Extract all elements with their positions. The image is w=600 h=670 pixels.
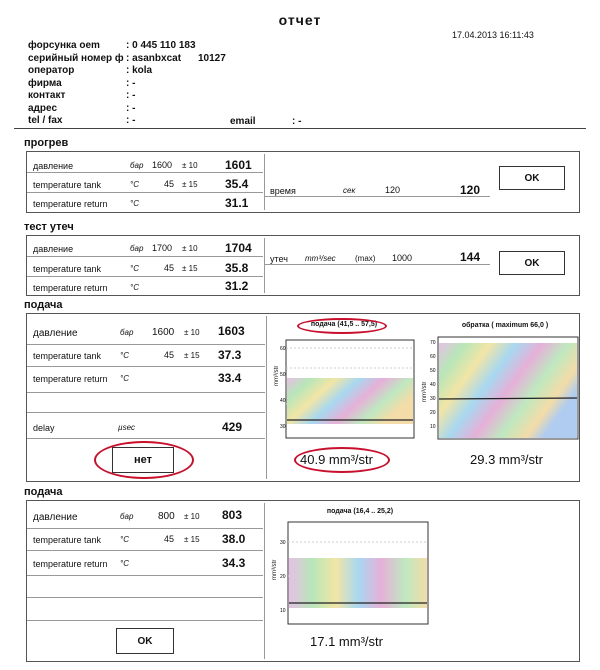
chart2-tick: 30 xyxy=(430,396,436,402)
feed2-temp-return-unit: °C xyxy=(120,559,129,568)
feed1-temp-tank-tol: ± 15 xyxy=(184,351,200,360)
header-label: форсунка oem xyxy=(28,40,100,51)
chart3-ylabel: mm³/str xyxy=(272,559,278,580)
feed2-ok-button[interactable]: OK xyxy=(116,628,174,654)
chart3-tick: 20 xyxy=(280,574,286,580)
chart2-result: 29.3 mm³/str xyxy=(470,452,543,467)
preheat-time-nominal: 120 xyxy=(385,185,401,195)
chart2-tick: 50 xyxy=(430,368,436,374)
chart2-ylabel: mm³/str xyxy=(422,381,428,402)
chart3-tick: 10 xyxy=(280,608,286,614)
chart2-tick: 60 xyxy=(430,354,436,360)
header-label: серийный номер ф xyxy=(28,52,124,64)
divider xyxy=(27,620,263,621)
preheat-pressure-nominal: 1600 xyxy=(152,160,173,170)
preheat-temp-return-unit: °C xyxy=(130,199,139,208)
feed2-pressure-nominal: 800 xyxy=(158,511,175,522)
divider xyxy=(27,392,265,393)
chart3-band xyxy=(289,558,427,608)
chart1-band xyxy=(287,378,413,424)
header-row-oem xyxy=(28,40,358,53)
divider xyxy=(264,154,265,210)
feed1-delay-label: delay xyxy=(33,423,55,433)
header-row-tel xyxy=(28,115,358,128)
divider xyxy=(266,316,267,479)
chart1-tick: 30 xyxy=(280,424,286,430)
leak-temp-return-unit: °C xyxy=(130,283,139,292)
leak-box xyxy=(26,235,580,296)
feed2-pressure-tol: ± 10 xyxy=(184,512,200,521)
preheat-temp-tank-nominal: 45 xyxy=(164,179,175,189)
feed1-pressure-nominal: 1600 xyxy=(152,327,175,338)
preheat-time-unit: сек xyxy=(343,186,356,195)
feed1-pressure-unit: бар xyxy=(120,328,134,337)
feed2-temp-tank-tol: ± 15 xyxy=(184,535,200,544)
chart2-plot xyxy=(430,335,580,443)
header-divider xyxy=(14,128,586,129)
header-value: : - xyxy=(126,90,136,101)
email-label: email xyxy=(230,116,256,127)
chart1-result: 40.9 mm³/str xyxy=(300,452,373,467)
header-label: контакт xyxy=(28,90,66,101)
email-value: : - xyxy=(292,116,302,127)
preheat-ok-button[interactable]: OK xyxy=(499,166,565,190)
leak-pressure-nominal: 1700 xyxy=(152,243,173,253)
divider xyxy=(27,366,265,367)
chart1-plot xyxy=(280,338,418,442)
divider xyxy=(27,528,263,529)
page-title: отчет xyxy=(278,12,322,28)
feed2-temp-return-value: 34.3 xyxy=(222,556,246,570)
feed2-temp-tank-value: 38.0 xyxy=(222,532,246,546)
header-row-address xyxy=(28,103,358,116)
chart2-title: обратка ( maximum 66,0 ) xyxy=(461,322,549,329)
header-value: : asanbxcat xyxy=(126,52,182,64)
feed1-title: подача xyxy=(24,299,63,311)
status-circle-annotation xyxy=(94,441,194,479)
leak-nominal: 1000 xyxy=(392,253,413,263)
leak-pressure-tol: ± 10 xyxy=(182,244,198,253)
header-label: фирма xyxy=(28,77,62,89)
chart2-tick: 70 xyxy=(430,340,436,346)
leak-mode: (max) xyxy=(355,254,376,263)
preheat-temp-tank-unit: °C xyxy=(130,180,139,189)
preheat-time-value: 120 xyxy=(460,183,481,197)
preheat-pressure-unit: бар xyxy=(130,161,144,170)
leak-value: 144 xyxy=(460,250,481,264)
header-label: оператор xyxy=(28,65,75,76)
feed1-temp-tank-label: temperature tank xyxy=(33,351,102,361)
feed2-pressure-unit: бар xyxy=(120,512,134,521)
feed1-temp-tank-unit: °C xyxy=(120,351,129,360)
divider xyxy=(27,575,263,576)
chart3-result: 17.1 mm³/str xyxy=(310,634,383,649)
divider xyxy=(264,238,265,293)
header-row-contact xyxy=(28,90,358,103)
feed2-temp-tank-label: temperature tank xyxy=(33,535,102,545)
leak-temp-return-value: 31.2 xyxy=(225,279,249,293)
leak-temp-tank-tol: ± 15 xyxy=(182,264,198,273)
header-row-operator xyxy=(28,65,358,78)
divider xyxy=(27,276,263,277)
divider xyxy=(27,344,265,345)
chart1-tick: 60 xyxy=(280,346,286,352)
leak-temp-tank-value: 35.8 xyxy=(225,261,249,275)
chart1-ylabel: mm³/str xyxy=(274,365,280,386)
chart2-tick: 10 xyxy=(430,424,436,430)
divider xyxy=(264,503,265,659)
preheat-temp-tank-value: 35.4 xyxy=(225,177,249,191)
feed1-delay-value: 429 xyxy=(222,420,243,434)
leak-temp-tank-nominal: 45 xyxy=(164,263,175,273)
leak-temp-tank-unit: °C xyxy=(130,264,139,273)
divider xyxy=(265,264,490,265)
chart3-title: подача (16,4 .. 25,2) xyxy=(326,508,394,515)
header-label: адрес xyxy=(28,102,58,114)
feed1-temp-tank-nominal: 45 xyxy=(164,350,175,360)
feed1-pressure-label: давление xyxy=(33,328,78,339)
divider xyxy=(27,256,263,257)
header-value: : 0 445 110 183 xyxy=(126,40,196,51)
header-extra: 10127 xyxy=(198,52,226,64)
leak-label: утеч xyxy=(270,254,288,264)
feed2-title: подача xyxy=(24,486,63,498)
header-info xyxy=(28,40,358,128)
preheat-title: прогрев xyxy=(24,137,69,149)
chart2-band xyxy=(439,343,577,438)
feed2-temp-tank-unit: °C xyxy=(120,535,129,544)
divider xyxy=(27,438,265,439)
chart1-result-circle xyxy=(294,447,390,473)
feed1-temp-tank-value: 37.3 xyxy=(218,348,242,362)
preheat-box xyxy=(26,151,580,213)
preheat-pressure-label: давление xyxy=(33,161,74,171)
leak-temp-tank-label: temperature tank xyxy=(33,264,102,274)
leak-pressure-value: 1704 xyxy=(225,241,252,255)
feed2-temp-return-label: temperature return xyxy=(33,559,108,569)
leak-ok-button[interactable]: OK xyxy=(499,251,565,275)
preheat-time-label: время xyxy=(270,186,296,196)
chart2-tick: 40 xyxy=(430,382,436,388)
feed1-temp-return-value: 33.4 xyxy=(218,371,242,385)
preheat-pressure-tol: ± 10 xyxy=(182,161,198,170)
leak-title: тест утеч xyxy=(24,221,74,233)
preheat-temp-return-label: temperature return xyxy=(33,199,108,209)
chart1-title-circle xyxy=(297,318,387,334)
chart2-tick: 20 xyxy=(430,410,436,416)
chart1-tick: 40 xyxy=(280,398,286,404)
divider xyxy=(27,550,263,551)
preheat-temp-tank-tol: ± 15 xyxy=(182,180,198,189)
chart3-plot xyxy=(280,520,430,628)
feed1-status-button[interactable]: нет xyxy=(112,447,174,473)
divider xyxy=(27,192,263,193)
divider xyxy=(27,597,263,598)
feed1-delay-unit: µsec xyxy=(118,423,136,432)
feed2-pressure-label: давление xyxy=(33,512,78,523)
leak-unit: mm³/sec xyxy=(305,254,336,263)
feed2-temp-tank-nominal: 45 xyxy=(164,534,175,544)
preheat-pressure-value: 1601 xyxy=(225,158,252,172)
report-date: 17.04.2013 16:11:43 xyxy=(452,30,534,40)
feed1-temp-return-unit: °C xyxy=(120,374,129,383)
feed1-temp-return-label: temperature return xyxy=(33,374,108,384)
feed1-pressure-value: 1603 xyxy=(218,324,245,338)
header-value: : - xyxy=(126,77,136,89)
divider xyxy=(27,412,265,413)
chart1-title: подача (41,5 .. 57,5) xyxy=(310,321,378,328)
header-row-company xyxy=(28,78,358,91)
feed2-pressure-value: 803 xyxy=(222,508,243,522)
header-value: : kola xyxy=(126,65,153,76)
leak-pressure-label: давление xyxy=(33,244,74,254)
preheat-temp-tank-label: temperature tank xyxy=(33,180,102,190)
header-row-serial xyxy=(28,53,358,66)
header-value: : - xyxy=(126,102,136,114)
header-label: tel / fax xyxy=(28,115,63,126)
leak-temp-return-label: temperature return xyxy=(33,283,108,293)
leak-pressure-unit: бар xyxy=(130,244,144,253)
divider xyxy=(27,172,263,173)
divider xyxy=(265,196,490,197)
chart3-tick: 30 xyxy=(280,540,286,546)
header-value: : - xyxy=(126,115,136,126)
feed1-pressure-tol: ± 10 xyxy=(184,328,200,337)
chart1-tick: 50 xyxy=(280,372,286,378)
preheat-temp-return-value: 31.1 xyxy=(225,196,249,210)
